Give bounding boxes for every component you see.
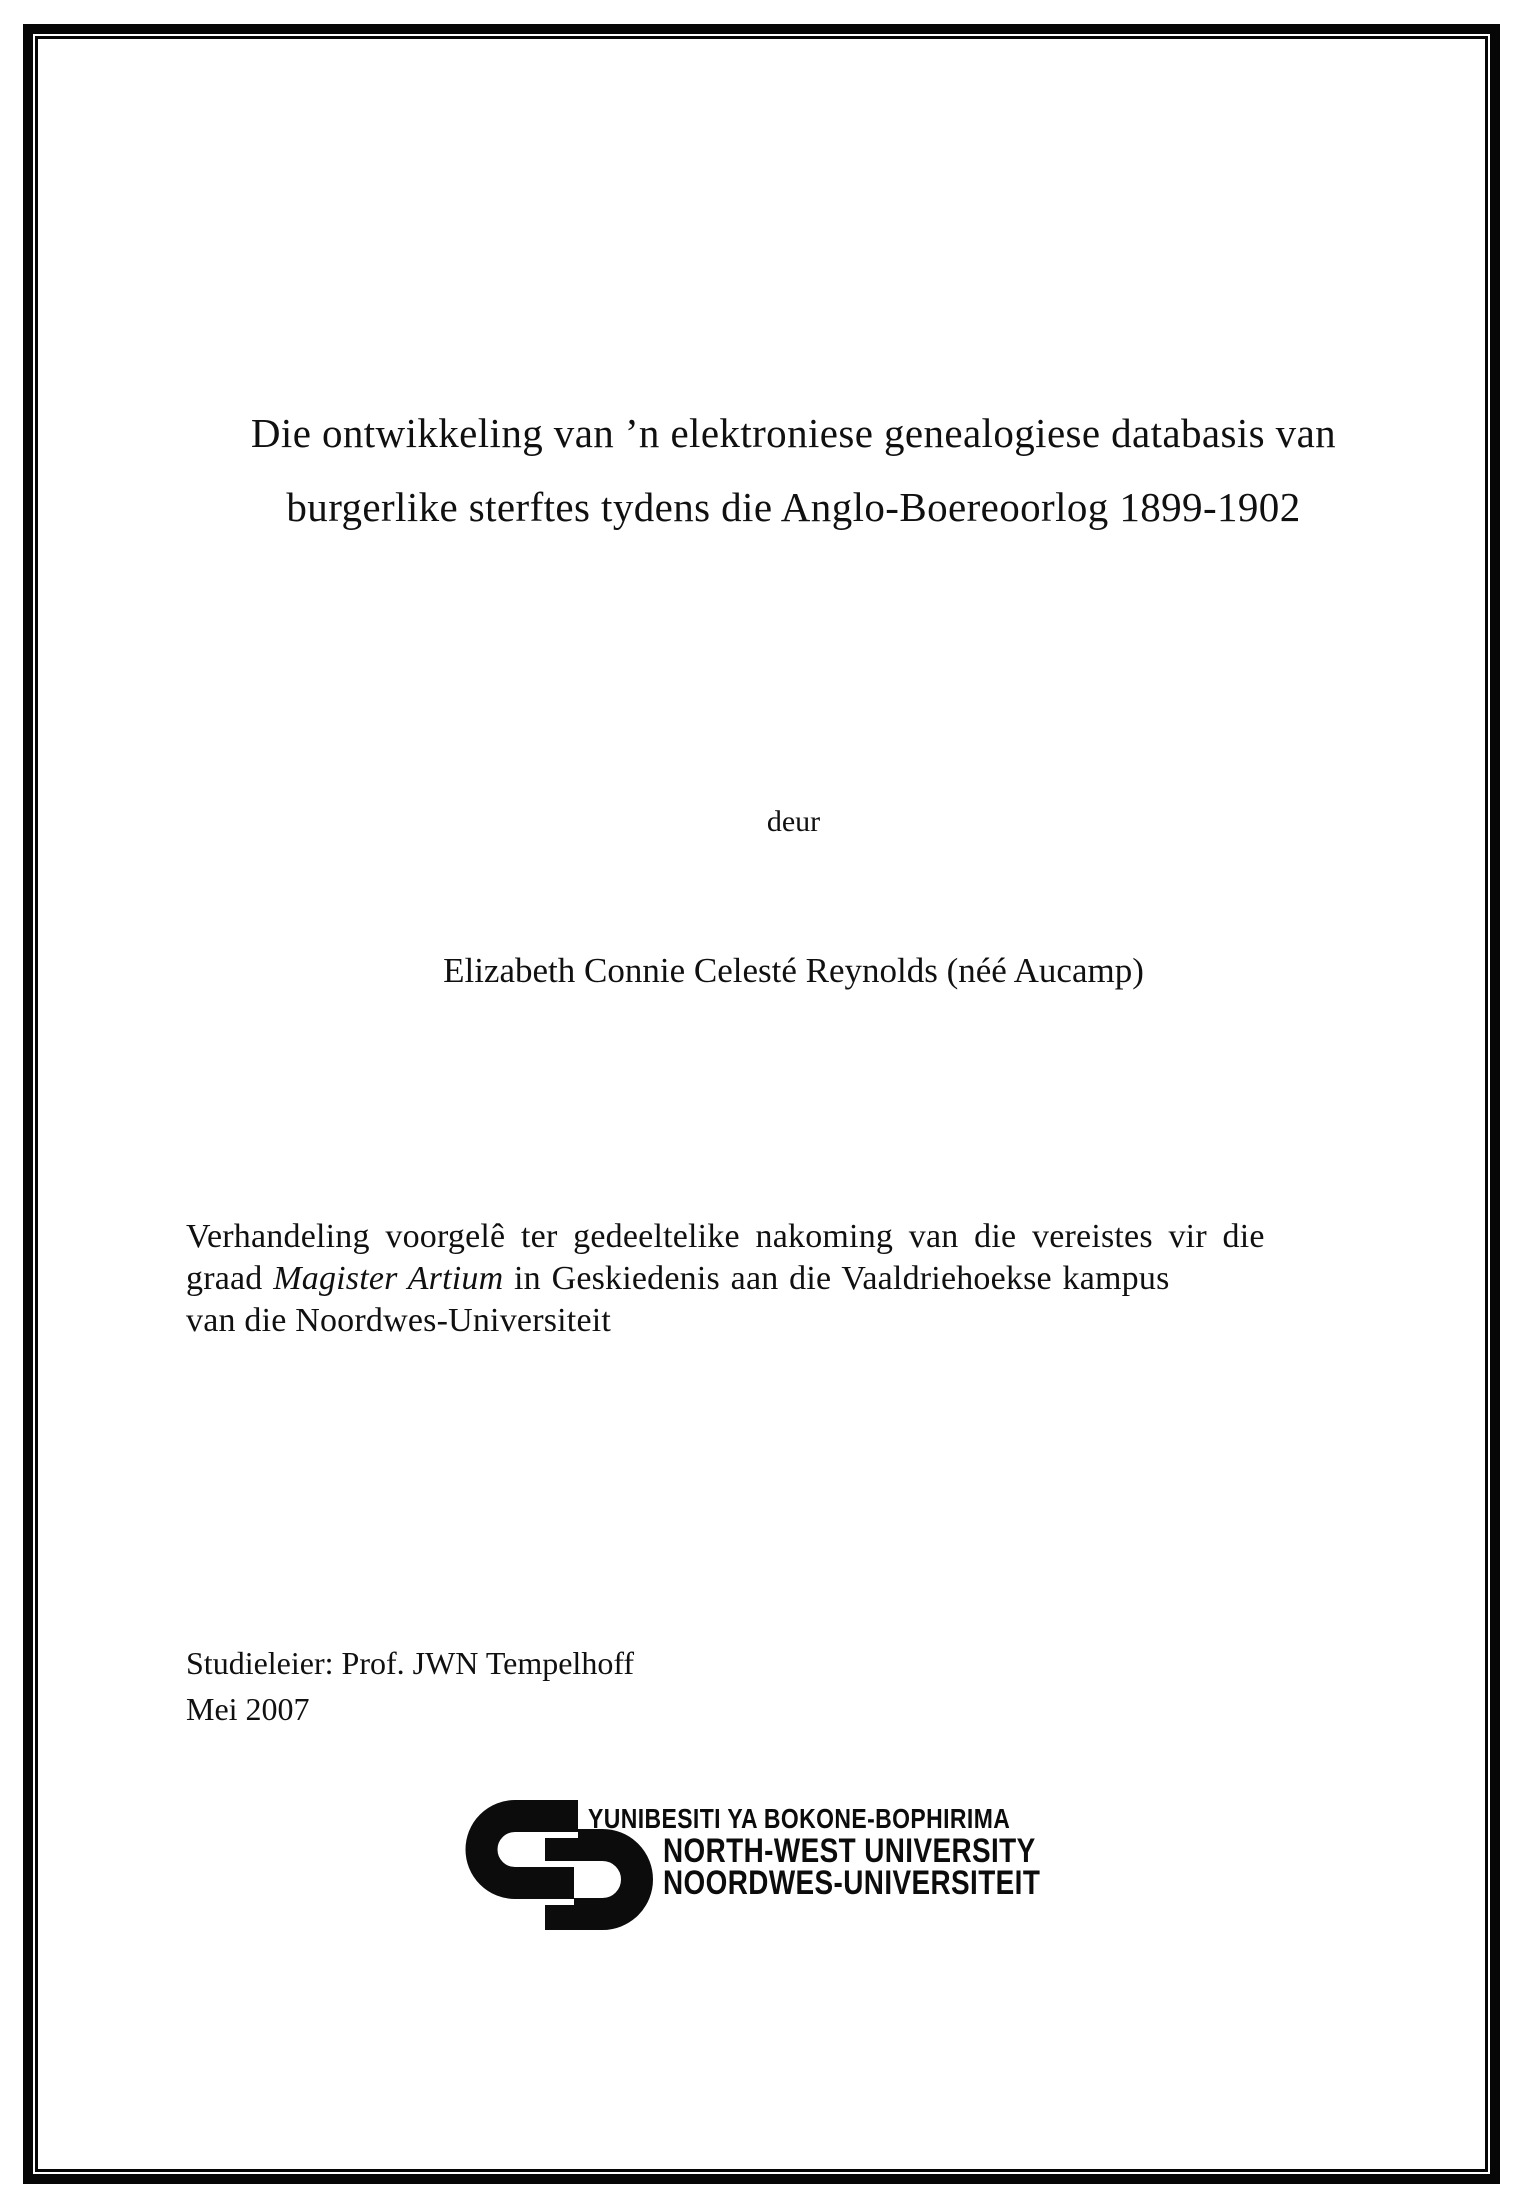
statement-line-2-suffix: in Geskiedenis aan die Vaaldriehoekse kampus [503, 1260, 1170, 1297]
thesis-title [100, 396, 1487, 544]
logo-text-english: NORTH-WEST UNIVERSITY [663, 1832, 1036, 1870]
degree-name: Magister Artium [273, 1260, 504, 1297]
date-line: Mei 2007 [186, 1691, 310, 1727]
thesis-statement [186, 1216, 1426, 1342]
thesis-title-line-2: burgerlike sterftes tydens die Anglo-Boereoorlog 1899-1902 [286, 484, 1301, 530]
author-name: Elizabeth Connie Celesté Reynolds (néé Aucamp) [443, 951, 1144, 990]
byline-label: deur [766, 805, 821, 838]
logo-text-afrikaans: NOORDWES-UNIVERSITEIT [663, 1864, 1041, 1902]
supervisor-line: Studieleier: Prof. JWN Tempelhoff [186, 1645, 635, 1681]
statement-line-2-prefix: graad [186, 1260, 274, 1297]
logo-text-setswana: YUNIBESITI YA BOKONE-BOPHIRIMA [588, 1803, 1011, 1834]
statement-line-3: van die Noordwes-Universiteit [186, 1302, 612, 1339]
statement-line-2 [186, 1258, 1426, 1300]
thesis-title-line-1: Die ontwikkeling van ’n elektroniese genealogiese databasis van [250, 410, 1337, 456]
statement-line-1: Verhandeling voorgelê ter gedeeltelike nakoming van die vereistes vir die [186, 1218, 1265, 1255]
north-west-university-logo [465, 1798, 1125, 1943]
supervisor-block [186, 1640, 634, 1732]
